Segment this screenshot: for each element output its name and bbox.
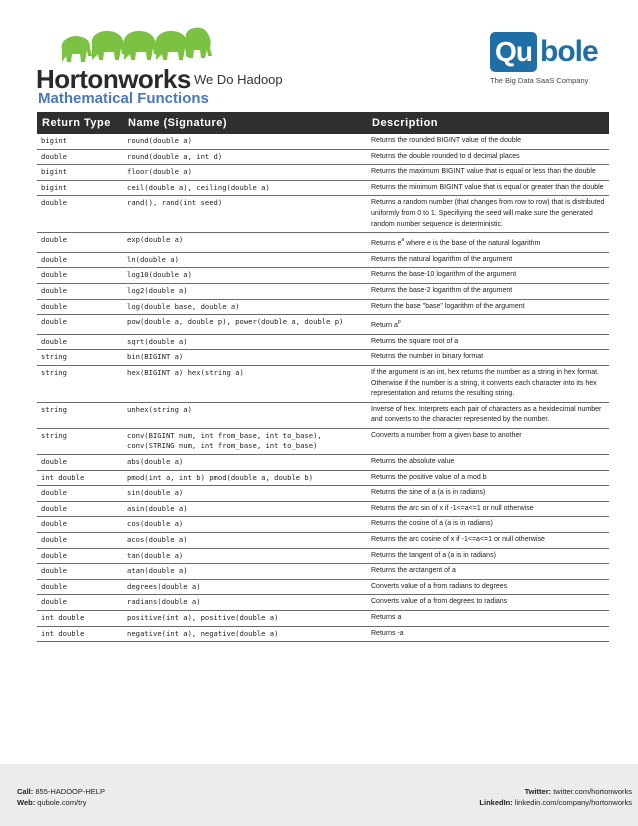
footer-social xyxy=(479,786,632,808)
return-type-cell: double xyxy=(37,517,123,533)
signature-cell: log2(double a) xyxy=(123,283,367,299)
table-row xyxy=(37,428,609,454)
linkedin-link[interactable]: linkedin.com/company/hortonworks xyxy=(512,798,632,807)
return-type-cell: string xyxy=(37,365,123,402)
return-type-cell: string xyxy=(37,428,123,454)
qubole-logo-mark: Qu xyxy=(490,32,537,72)
description-text: Return a xyxy=(371,322,398,330)
description-cell: Returns a random number (that changes from row to row) that is distributed uniformly from 0 to 1. Specifiying the seed will make sure the generated random number sequence is deterministic. xyxy=(367,196,609,233)
description-cell xyxy=(367,233,609,253)
description-text: Returns e xyxy=(371,240,402,248)
description-text-tail: where e is the base of the natural logarithm xyxy=(404,240,541,248)
call-value: 855-HADOOP-HELP xyxy=(33,787,105,796)
signature-cell: degrees(double a) xyxy=(123,579,367,595)
description-cell: Returns the natural logarithm of the argument xyxy=(367,252,609,268)
description-cell: Returns the number in binary format xyxy=(367,350,609,366)
table-header-row xyxy=(37,112,609,134)
description-cell: Return the base "base" logarithm of the argument xyxy=(367,299,609,315)
page-footer xyxy=(0,764,638,826)
signature-cell: exp(double a) xyxy=(123,233,367,253)
signature-cell: positive(int a), positive(double a) xyxy=(123,611,367,627)
description-cell: Returns the double rounded to d decimal places xyxy=(367,149,609,165)
signature-cell: unhex(string a) xyxy=(123,402,367,428)
description-cell: Returns the absolute value xyxy=(367,455,609,471)
description-cell: Returns the arc sin of x if -1<=a<=1 or null otherwise xyxy=(367,501,609,517)
return-type-cell: double xyxy=(37,579,123,595)
functions-table-wrapper xyxy=(37,112,609,642)
table-row xyxy=(37,611,609,627)
return-type-cell: bigint xyxy=(37,134,123,149)
table-row xyxy=(37,299,609,315)
signature-cell: round(double a, int d) xyxy=(123,149,367,165)
table-row xyxy=(37,365,609,402)
functions-table xyxy=(37,112,609,642)
column-header-signature: Name (Signature) xyxy=(123,112,367,134)
table-row xyxy=(37,334,609,350)
signature-cell: pmod(int a, int b) pmod(double a, double b) xyxy=(123,470,367,486)
return-type-cell: double xyxy=(37,315,123,335)
description-cell: If the argument is an int, hex returns the number as a string in hex format. Otherwise if the number is a string, it converts each character into its hex representation and returns the resulting string. xyxy=(367,365,609,402)
linkedin-label: LinkedIn: xyxy=(479,798,513,807)
table-row xyxy=(37,283,609,299)
return-type-cell: string xyxy=(37,402,123,428)
return-type-cell: double xyxy=(37,268,123,284)
column-header-return-type: Return Type xyxy=(37,112,123,134)
footer-contact xyxy=(17,786,105,808)
elephant-herd-icon xyxy=(52,26,212,66)
signature-cell: rand(), rand(int seed) xyxy=(123,196,367,233)
twitter-label: Twitter: xyxy=(524,787,552,796)
description-cell: Returns the arc cosine of x if -1<=a<=1 or null otherwise xyxy=(367,533,609,549)
return-type-cell: double xyxy=(37,595,123,611)
table-row xyxy=(37,470,609,486)
signature-cell: log(double base, double a) xyxy=(123,299,367,315)
table-row xyxy=(37,315,609,335)
section-title: Mathematical Functions xyxy=(38,90,209,107)
signature-cell: sin(double a) xyxy=(123,486,367,502)
return-type-cell: double xyxy=(37,564,123,580)
table-row xyxy=(37,233,609,253)
signature-cell: atan(double a) xyxy=(123,564,367,580)
description-superscript: p xyxy=(397,319,401,326)
table-row xyxy=(37,626,609,642)
description-cell: Returns the arctangent of a xyxy=(367,564,609,580)
return-type-cell: double xyxy=(37,233,123,253)
page-header xyxy=(0,0,638,115)
description-cell: Converts value of a from radians to degrees xyxy=(367,579,609,595)
signature-cell: ceil(double a), ceiling(double a) xyxy=(123,180,367,196)
table-row xyxy=(37,180,609,196)
return-type-cell: double xyxy=(37,455,123,471)
table-row xyxy=(37,402,609,428)
description-cell: Returns a xyxy=(367,611,609,627)
return-type-cell: double xyxy=(37,548,123,564)
description-cell: Returns the sine of a (a is in radians) xyxy=(367,486,609,502)
description-cell: Returns the square root of a xyxy=(367,334,609,350)
return-type-cell: bigint xyxy=(37,165,123,181)
description-cell: Returns the positive value of a mod b xyxy=(367,470,609,486)
return-type-cell: double xyxy=(37,299,123,315)
twitter-link[interactable]: twitter.com/hortonworks xyxy=(551,787,632,796)
description-cell: Returns the rounded BIGINT value of the double xyxy=(367,134,609,149)
table-row xyxy=(37,564,609,580)
description-superscript: a xyxy=(401,237,405,244)
signature-cell: pow(double a, double p), power(double a, double p) xyxy=(123,315,367,335)
table-row xyxy=(37,548,609,564)
table-row xyxy=(37,455,609,471)
call-label: Call: xyxy=(17,787,34,796)
qubole-logo-text: bole xyxy=(540,35,598,68)
qubole-logo xyxy=(490,32,600,90)
description-cell: Returns the maximum BIGINT value that is equal or less than the double xyxy=(367,165,609,181)
signature-cell: tan(double a) xyxy=(123,548,367,564)
return-type-cell: int double xyxy=(37,611,123,627)
table-row xyxy=(37,134,609,149)
table-row xyxy=(37,517,609,533)
return-type-cell: string xyxy=(37,350,123,366)
signature-cell: hex(BIGINT a) hex(string a) xyxy=(123,365,367,402)
description-cell: Returns the base-10 logarithm of the argument xyxy=(367,268,609,284)
table-row xyxy=(37,268,609,284)
table-row xyxy=(37,196,609,233)
table-row xyxy=(37,579,609,595)
description-cell: Converts a number from a given base to another xyxy=(367,428,609,454)
return-type-cell: double xyxy=(37,252,123,268)
return-type-cell: double xyxy=(37,334,123,350)
return-type-cell: int double xyxy=(37,626,123,642)
table-row xyxy=(37,486,609,502)
table-row xyxy=(37,595,609,611)
web-label: Web: xyxy=(17,798,36,807)
table-row xyxy=(37,149,609,165)
description-cell: Returns the minimum BIGINT value that is equal or greater than the double xyxy=(367,180,609,196)
table-row xyxy=(37,165,609,181)
return-type-cell: double xyxy=(37,501,123,517)
return-type-cell: bigint xyxy=(37,180,123,196)
description-cell: Returns the base-2 logarithm of the argument xyxy=(367,283,609,299)
signature-cell: log10(double a) xyxy=(123,268,367,284)
signature-cell: bin(BIGINT a) xyxy=(123,350,367,366)
description-cell xyxy=(367,315,609,335)
signature-cell: asin(double a) xyxy=(123,501,367,517)
description-cell: Returns the cosine of a (a is in radians) xyxy=(367,517,609,533)
signature-cell: acos(double a) xyxy=(123,533,367,549)
signature-cell: round(double a) xyxy=(123,134,367,149)
table-row xyxy=(37,350,609,366)
return-type-cell: double xyxy=(37,533,123,549)
description-cell: Returns the tangent of a (a is in radians) xyxy=(367,548,609,564)
qubole-tagline: The Big Data SaaS Company xyxy=(490,76,589,85)
signature-cell: abs(double a) xyxy=(123,455,367,471)
return-type-cell: double xyxy=(37,196,123,233)
signature-cell: ln(double a) xyxy=(123,252,367,268)
signature-cell: conv(BIGINT num, int from_base, int to_base), conv(STRING num, int from_base, int to_base) xyxy=(123,428,367,454)
description-cell: Converts value of a from degrees to radians xyxy=(367,595,609,611)
table-row xyxy=(37,252,609,268)
description-cell: Returns -a xyxy=(367,626,609,642)
signature-cell: sqrt(double a) xyxy=(123,334,367,350)
description-cell: Inverse of hex. Interprets each pair of characters as a hexidecimal number and converts to the character represented by the number. xyxy=(367,402,609,428)
signature-cell: cos(double a) xyxy=(123,517,367,533)
signature-cell: negative(int a), negative(double a) xyxy=(123,626,367,642)
signature-cell: floor(double a) xyxy=(123,165,367,181)
table-row xyxy=(37,501,609,517)
brand-slogan: We Do Hadoop xyxy=(194,72,283,87)
column-header-description: Description xyxy=(367,112,609,134)
return-type-cell: double xyxy=(37,486,123,502)
brand-name: Hortonworks xyxy=(36,64,191,94)
signature-cell: radians(double a) xyxy=(123,595,367,611)
return-type-cell: double xyxy=(37,283,123,299)
table-row xyxy=(37,533,609,549)
web-link[interactable]: qubole.com/try xyxy=(35,798,87,807)
return-type-cell: double xyxy=(37,149,123,165)
return-type-cell: int double xyxy=(37,470,123,486)
